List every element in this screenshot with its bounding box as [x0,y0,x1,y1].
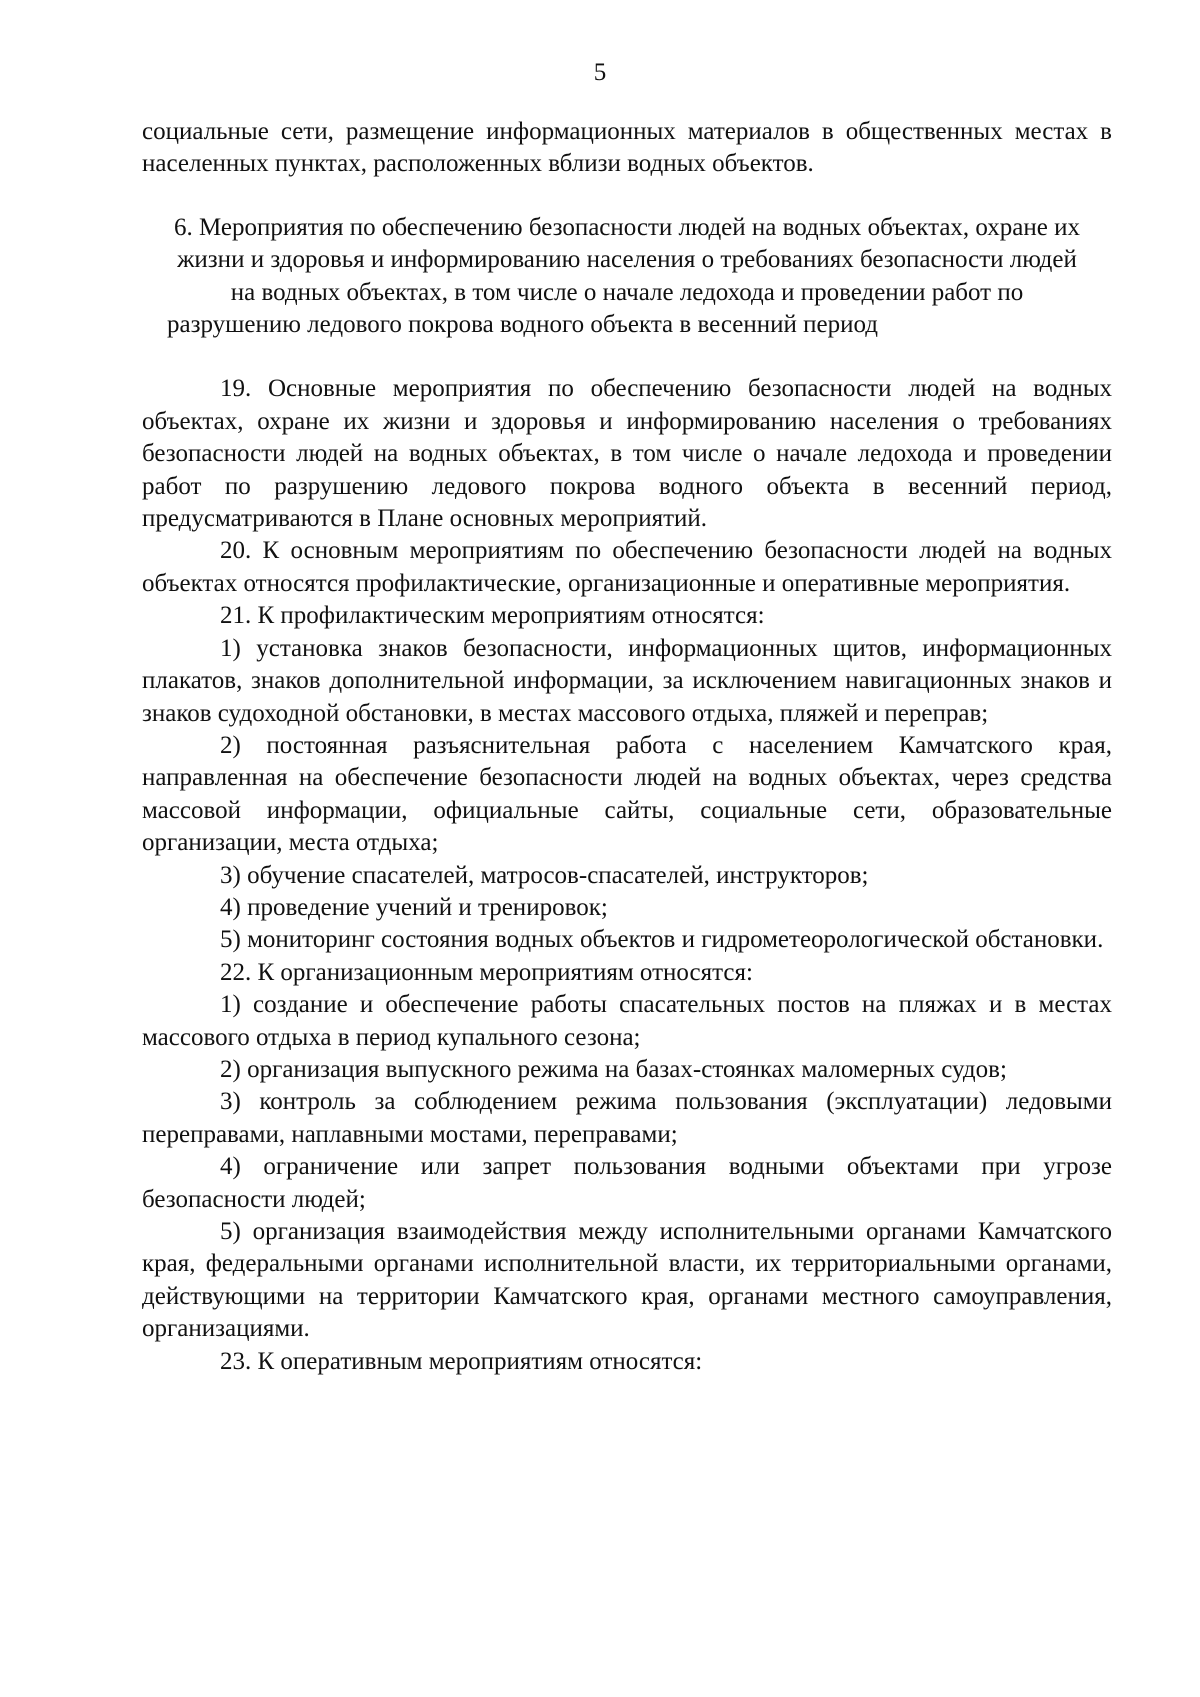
list-item-22-3: 3) контроль за соблюдением режима пользования (эксплуатации) ледовыми переправами, наплавными мостами, переправами; [142,1088,1112,1148]
page-number: 5 [593,59,607,86]
list-item-21-5: 5) мониторинг состояния водных объектов и гидрометеорологической обстановки. [220,926,1104,954]
list-item-22-2: 2) организация выпускного режима на базах-стоянках маломерных судов; [220,1055,1007,1083]
paragraph-22: 22. К организационным мероприятиям относятся: [220,958,753,986]
list-item-21-2: 2) постоянная разъяснительная работа с населением Камчатского края, направленная на обеспечение безопасности людей на водных объектах, через средства массовой информации, официальные сайты, социальные сети, образовательные организации, места отдыха; [142,731,1112,857]
paragraph-23: 23. К оперативным мероприятиям относятся: [220,1347,703,1375]
list-item-21-4: 4) проведение учений и тренировок; [220,893,608,921]
list-item-21-1: 1) установка знаков безопасности, информационных щитов, информационных плакатов, знаков дополнительной информации, за исключением навигационных знаков и знаков судоходной обстановки, в местах массового отдыха, пляжей и переправ; [142,634,1112,727]
list-item-22-4: 4) ограничение или запрет пользования водными объектами при угрозе безопасности людей; [142,1153,1112,1213]
section-heading: 6. Мероприятия по обеспечению безопасности людей на водных объектах, охране их жизни и здоровья и информированию населения о требованиях безопасности людей на водных объектах, в том числе о начале ледохода и проведении работ по разрушению ледового покрова водного объекта в весенний период [167,213,1081,339]
intro-paragraph: социальные сети, размещение информационных материалов в общественных местах в населенных пунктах, расположенных вблизи водных объектов. [142,118,1112,178]
paragraph-19: 19. Основные мероприятия по обеспечению безопасности людей на водных объектах, охране их жизни и здоровья и информированию населения о требованиях безопасности людей на водных объектах, в том числе о начале ледохода и проведении работ по разрушению ледового покрова водного объекта в весенний период, предусматриваются в Плане основных мероприятий. [142,375,1112,533]
document-body [142,116,1112,1378]
list-item-22-5: 5) организация взаимодействия между исполнительными органами Камчатского края, федеральными органами исполнительной власти, их территориальными органами, действующими на территории Камчатского края, органами местного самоуправления, организациями. [142,1218,1112,1343]
list-item-22-1: 1) создание и обеспечение работы спасательных постов на пляжах и в местах массового отдыха в период купального сезона; [142,991,1112,1051]
paragraph-21: 21. К профилактическим мероприятиям относятся: [220,602,765,630]
paragraph-20: 20. К основным мероприятиям по обеспечению безопасности людей на водных объектах относятся профилактические, организационные и оперативные мероприятия. [142,537,1112,597]
list-item-21-3: 3) обучение спасателей, матросов-спасателей, инструкторов; [220,861,869,889]
